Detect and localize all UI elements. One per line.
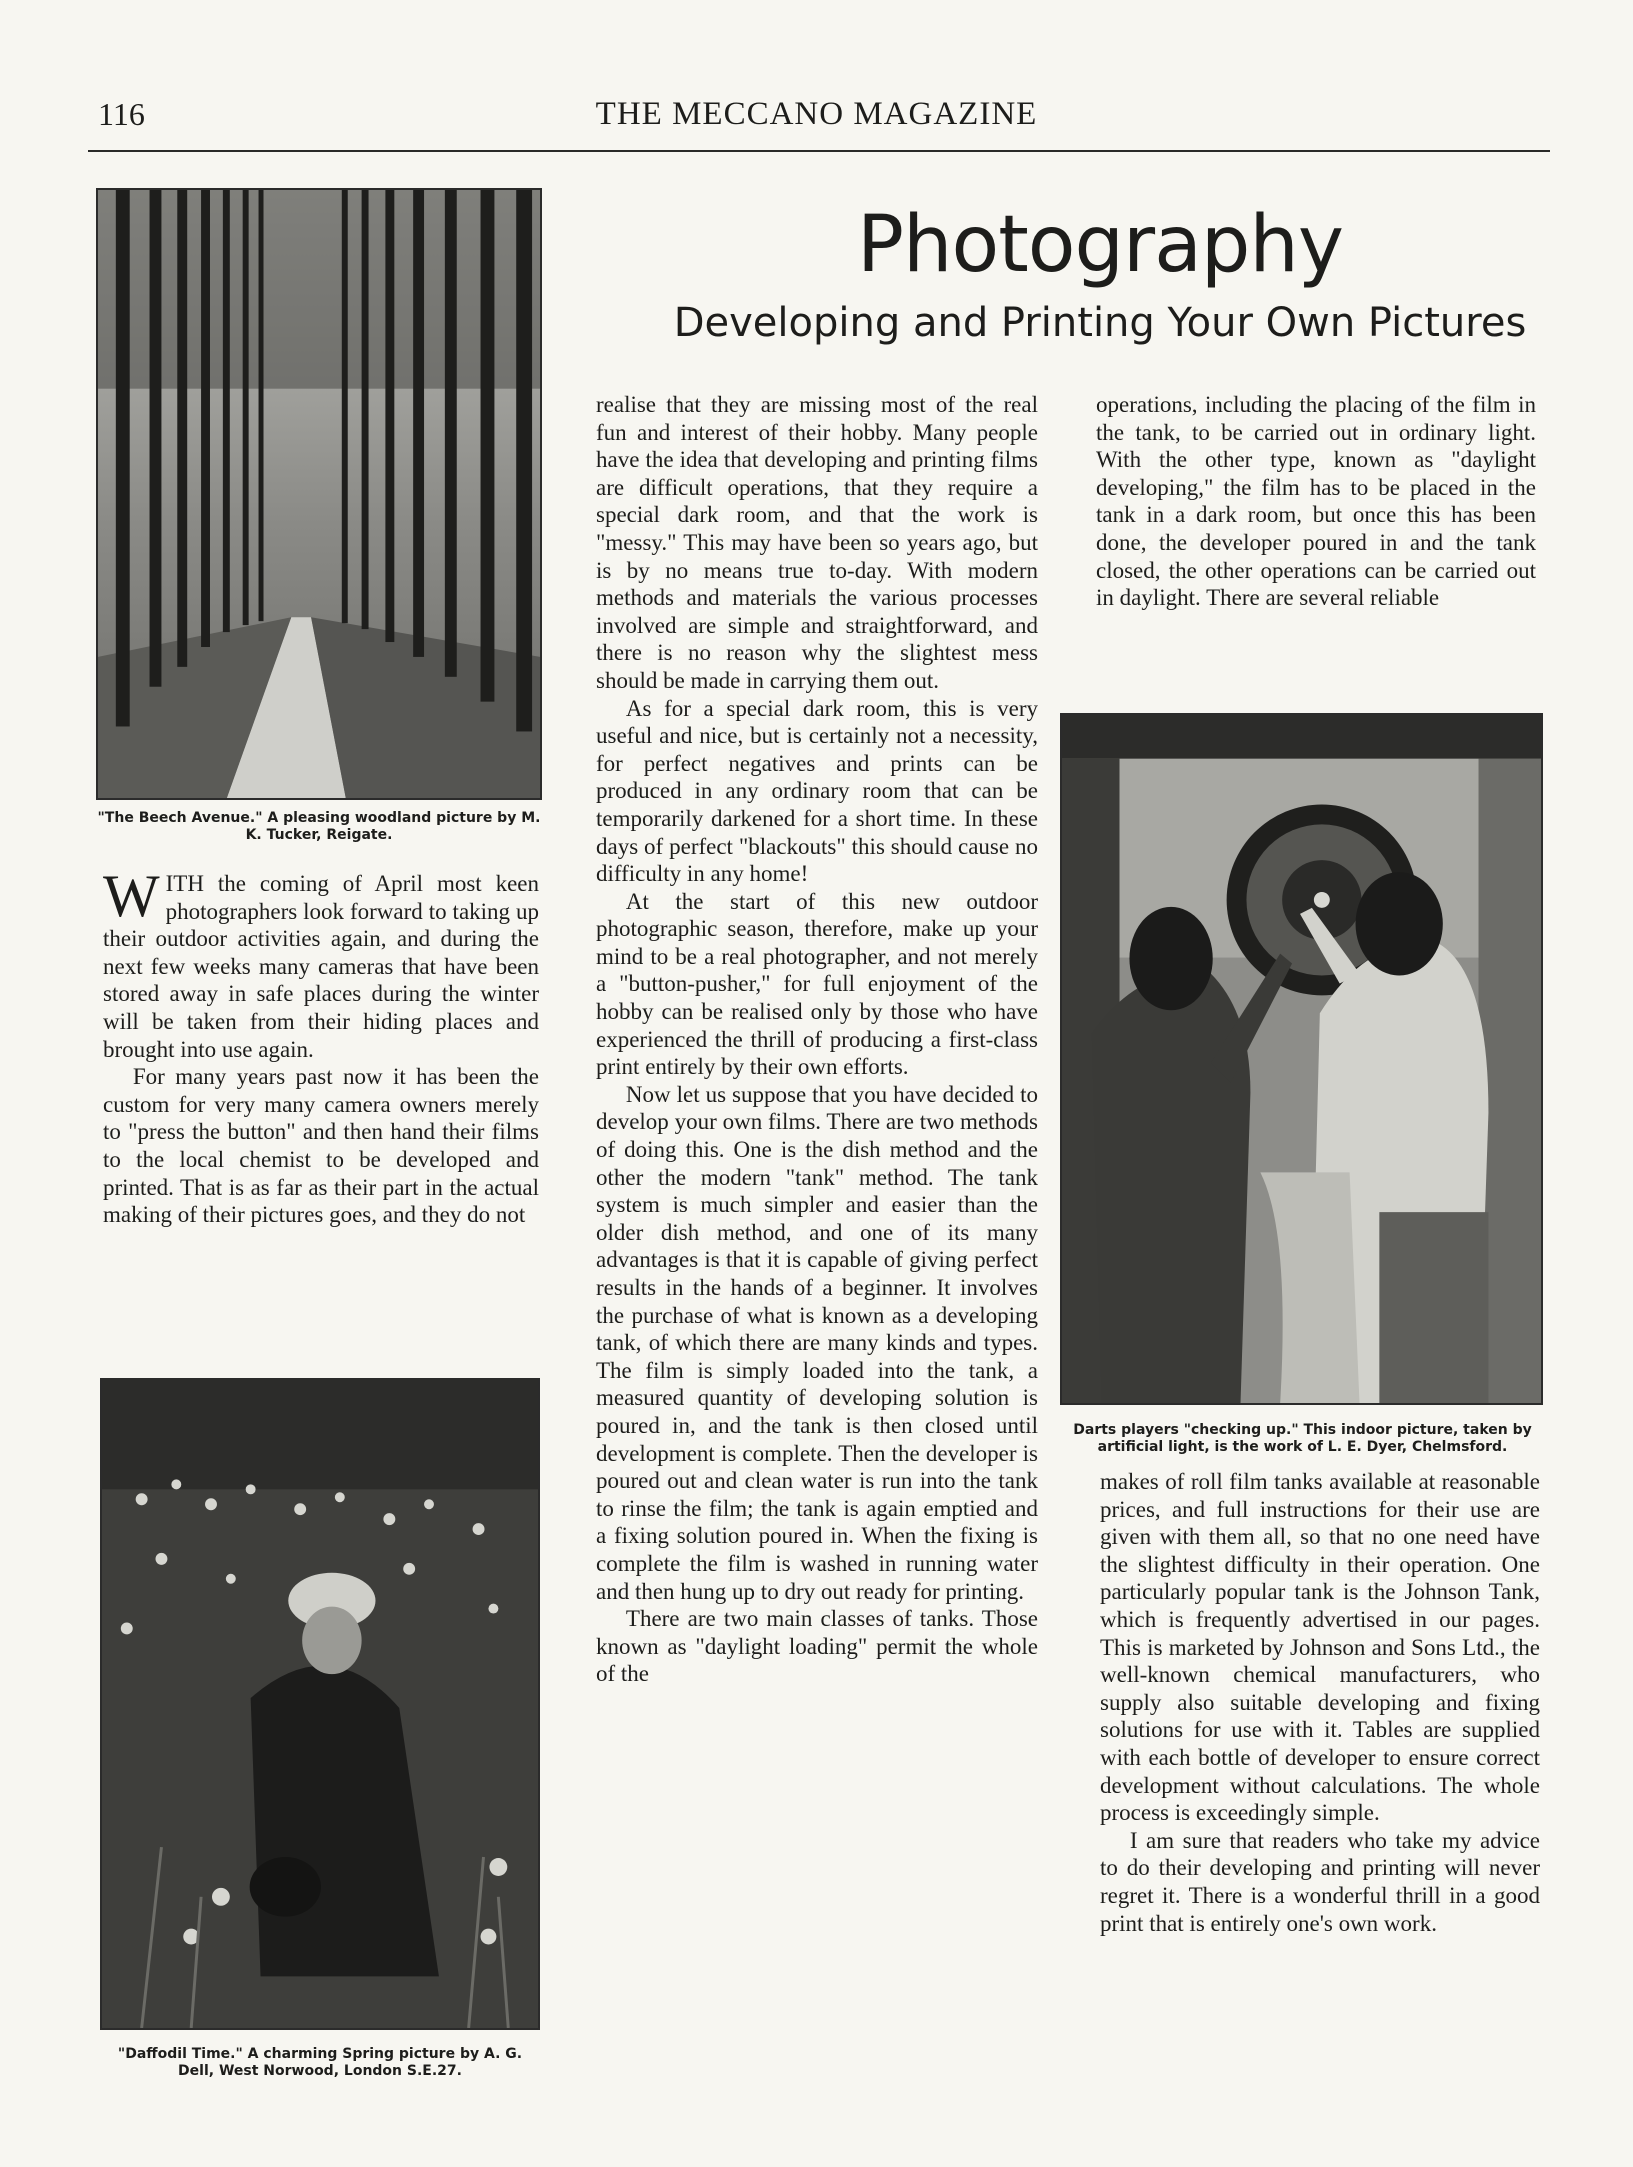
- drop-cap: W: [103, 863, 160, 929]
- darts-photo: [1060, 713, 1543, 1405]
- column-3-paragraph-1: operations, including the placing of the film in the tank, to be carried out in ordinary light. With the other type, known as "daylight developing," the film has to be placed in the tank in a dark room, but once this has been done, the developer poured in and the tank closed, the other operations can be carried out in daylight. There are several reliable: [1096, 392, 1536, 611]
- beech-caption: "The Beech Avenue." A pleasing woodland picture by M. K. Tucker, Reigate.: [97, 810, 541, 843]
- column-3-paragraph-2: makes of roll film tanks available at reasonable prices, and full instructions for their use are given with them all, so that no one need have the slightest difficulty in their operation. One particularly popular tank is the Johnson Tank, which is frequently advertised in our pages. This is marketed by Johnson and Sons Ltd., the well-known chemical manufacturers, who supply also suitable developing and fixing solutions for use with it. Tables are supplied with each bottle of developer to ensure correct development without calculations. The whole process is exceedingly simple.: [1100, 1469, 1540, 1826]
- article-title: Photography: [857, 200, 1343, 290]
- column-3-bottom: [1100, 1468, 1540, 1937]
- column-3-paragraph-3: I am sure that readers who take my advice to do their developing and printing will never regret it. There is a wonderful thrill in a good print that is entirely one's own work.: [1100, 1827, 1540, 1936]
- magazine-title: THE MECCANO MAGAZINE: [595, 96, 1038, 132]
- column-2-paragraph-2: As for a special dark room, this is very useful and nice, but is certainly not a necessity, for perfect negatives and prints can be produced in any ordinary room that can be temporarily darkened for a short time. In these days of perfect "blackouts" this should cause no difficulty in any home!: [596, 695, 1038, 887]
- column-2-paragraph-3: At the start of this new outdoor photographic season, therefore, make up your mind to be a real photographer, and not merely a "button-pusher," for full enjoyment of the hobby can be realised only by those who have experienced the thrill of producing a first-class print entirely by their own efforts.: [596, 888, 1038, 1080]
- darts-caption: Darts players "checking up." This indoor picture, taken by artificial light, is the work of L. E. Dyer, Chelmsford.: [1073, 1422, 1532, 1455]
- page-number: 116: [98, 96, 145, 132]
- column-2-paragraph-4: Now let us suppose that you have decided to develop your own films. There are two methods of doing this. One is the dish method and the other the modern "tank" method. The tank system is much simpler and easier than the older dish method, and one of its many advantages is that it is capable of giving perfect results in the hands of a beginner. It involves the purchase of what is known as a developing tank, of which there are many kinds and types. The film is simply loaded into the tank, a measured quantity of developing solution is poured in, and the tank is then closed until development is complete. Then the developer is poured out and clean water is run into the tank to rinse the film; the tank is again emptied and a fixing solution poured in. When the fixing is complete the film is washed in running water and then hung up to dry out ready for printing.: [596, 1081, 1038, 1604]
- column-1: [103, 863, 539, 1229]
- article-subtitle: Developing and Printing Your Own Pictures: [673, 300, 1527, 346]
- column-1-paragraph-1: [103, 863, 539, 1063]
- daffodil-photo: [100, 1378, 540, 2030]
- beech-avenue-photo: [96, 188, 542, 800]
- column-1-paragraph-2: For many years past now it has been the custom for very many camera owners merely to "press the button" and then hand their films to the local chemist to be developed and printed. That is as far as their part in the actual making of their pictures goes, and they do not: [103, 1064, 539, 1228]
- column-2-paragraph-1: realise that they are missing most of the real fun and interest of their hobby. Many people have the idea that developing and printing films are difficult operations, that they require a special dark room, and that the work is "messy." This may have been so years ago, but is by no means true to-day. With modern methods and materials the various processes involved are simple and straightforward, and there is no reason why the slightest mess should be made in carrying them out.: [596, 392, 1038, 693]
- column-1-paragraph-1-text: ITH the coming of April most keen photographers look forward to taking up their outdoor activities again, and during the next few weeks many cameras that have been stored away in safe places during the winter will be taken from their hiding places and brought into use again.: [103, 871, 539, 1062]
- column-2-paragraph-5: There are two main classes of tanks. Those known as "daylight loading" permit the whole of the: [596, 1606, 1038, 1687]
- header-rule: [88, 150, 1550, 152]
- daffodil-caption: "Daffodil Time." A charming Spring picture by A. G. Dell, West Norwood, London S.E.27.: [117, 2046, 523, 2079]
- column-3-top: [1096, 391, 1536, 612]
- column-2: [596, 391, 1038, 1688]
